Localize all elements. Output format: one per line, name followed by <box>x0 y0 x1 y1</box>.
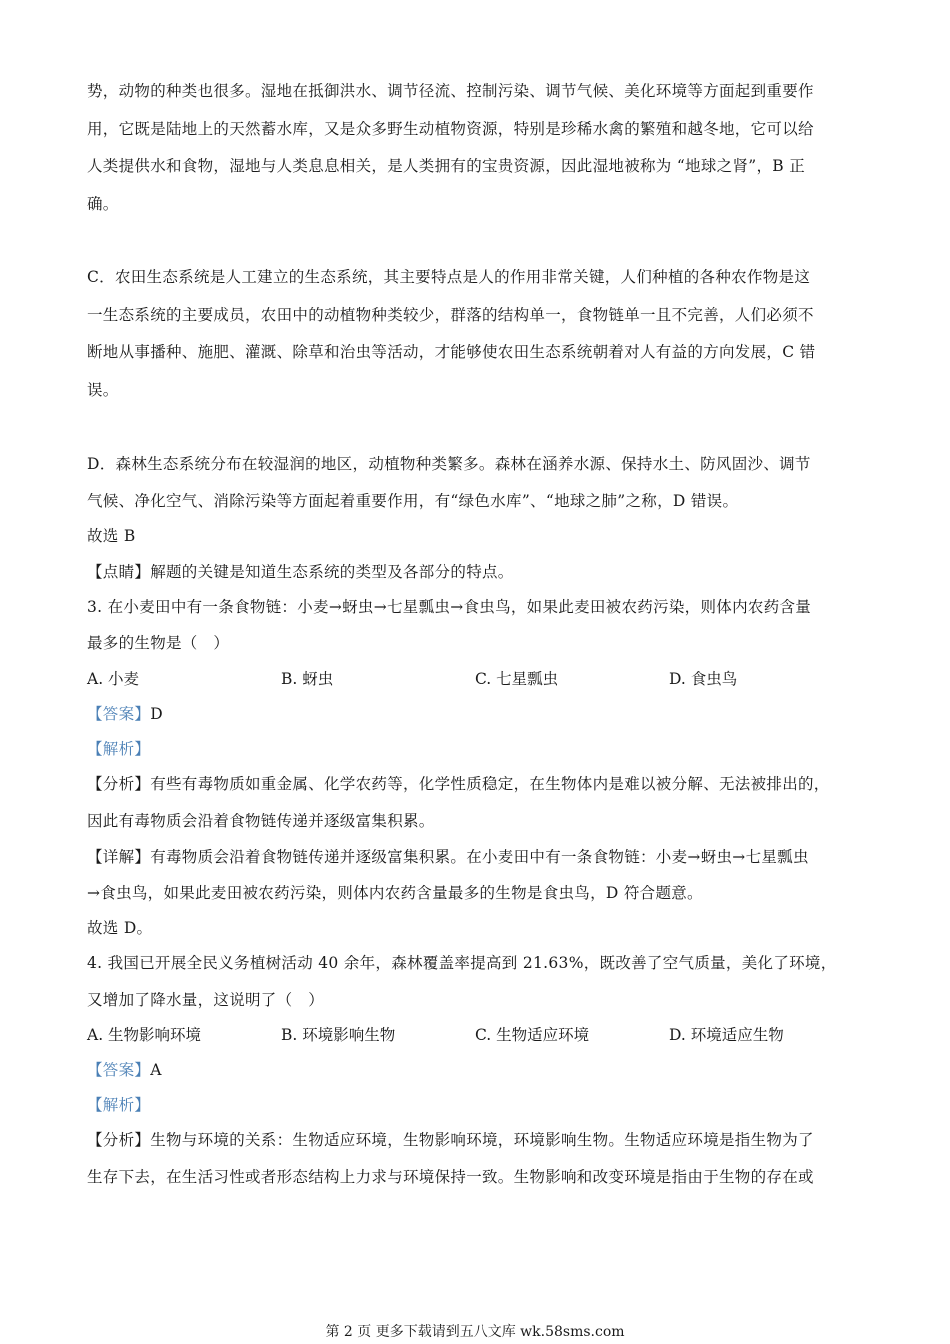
dianjing-line: 【点睛】解题的关键是知道生态系统的类型及各部分的特点。 <box>87 563 514 581</box>
detail-text: 【详解】有毒物质会沿着食物链传递并逐级富集积累。在小麦田中有一条食物链：小麦→蚜虫→七星瓢虫 <box>87 848 809 866</box>
question-4-option-a: A. 生物影响环境 <box>87 1026 202 1044</box>
analysis-text: 【分析】生物与环境的关系：生物适应环境，生物影响环境，环境影响生物。生物适应环境是指生物为了 <box>87 1131 814 1149</box>
question-3-stem: 3. 在小麦田中有一条食物链：小麦→蚜虫→七星瓢虫→食虫鸟，如果此麦田被农药污染，则体内农药含量 <box>87 598 812 616</box>
answer-value: D <box>150 705 163 723</box>
text-line: 一生态系统的主要成员，农田中的动植物种类较少，群落的结构单一，食物链单一且不完善，人们必须不 <box>87 306 814 324</box>
question-3-option-c: C. 七星瓢虫 <box>475 670 559 688</box>
analysis-text: 因此有毒物质会沿着食物链传递并逐级富集积累。 <box>87 812 435 830</box>
question-3-stem: 最多的生物是（ ） <box>87 634 230 652</box>
answer-line <box>87 703 867 725</box>
question-3-option-a: A. 小麦 <box>87 670 140 688</box>
analysis-label: 【解析】 <box>87 740 151 758</box>
text-line: D．森林生态系统分布在较湿润的地区，动植物种类繁多。森林在涵养水源、保持水土、防风固沙、调节 <box>87 455 811 473</box>
answer-line <box>87 1059 867 1081</box>
text-line: 确。 <box>87 195 119 213</box>
answer-label: 【答案】 <box>87 705 151 723</box>
page-footer: 第 2 页 更多下载请到五八文库 wk.58sms.com <box>325 1324 625 1340</box>
analysis-text: 生存下去，在生活习性或者形态结构上力求与环境保持一致。生物影响和改变环境是指由于生物的存在或 <box>87 1168 814 1186</box>
text-line: 断地从事播种、施肥、灌溉、除草和治虫等活动，才能够使农田生态系统朝着对人有益的方向发展，C 错 <box>87 343 816 361</box>
question-4-option-c: C. 生物适应环境 <box>475 1026 590 1044</box>
question-4-option-b: B. 环境影响生物 <box>281 1026 396 1044</box>
choose-line: 故选 D。 <box>87 919 153 937</box>
question-3-option-d: D. 食虫鸟 <box>669 670 738 688</box>
choose-line: 故选 B <box>87 527 136 545</box>
text-line: 人类提供水和食物，湿地与人类息息相关，是人类拥有的宝贵资源，因此湿地被称为 “地球之肾”，B 正 <box>87 157 805 175</box>
answer-value: A <box>150 1061 162 1079</box>
question-3-option-b: B. 蚜虫 <box>281 670 334 688</box>
text-line: 用，它既是陆地上的天然蓄水库，又是众多野生动植物资源，特别是珍稀水禽的繁殖和越冬地，它可以给 <box>87 120 814 138</box>
text-line: 气候、净化空气、消除污染等方面起着重要作用，有“绿色水库”、“地球之肺”之称，D 错误。 <box>87 492 739 510</box>
analysis-label: 【解析】 <box>87 1096 151 1114</box>
analysis-text: 【分析】有些有毒物质如重金属、化学农药等，化学性质稳定，在生物体内是难以被分解、无法被排出的， <box>87 775 830 793</box>
text-line: 势，动物的种类也很多。湿地在抵御洪水、调节径流、控制污染、调节气候、美化环境等方面起到重要作 <box>87 82 814 100</box>
question-4-stem: 4. 我国已开展全民义务植树活动 40 余年，森林覆盖率提高到 21.63%，既改善了空气质量，美化了环境， <box>87 954 837 972</box>
detail-text: →食虫鸟，如果此麦田被农药污染，则体内农药含量最多的生物是食虫鸟，D 符合题意。 <box>87 884 703 902</box>
question-4-option-d: D. 环境适应生物 <box>669 1026 784 1044</box>
answer-label: 【答案】 <box>87 1061 151 1079</box>
question-4-stem: 又增加了降水量，这说明了（ ） <box>87 991 325 1009</box>
text-line: C．农田生态系统是人工建立的生态系统，其主要特点是人的作用非常关键，人们种植的各种农作物是这 <box>87 268 811 286</box>
text-line: 误。 <box>87 381 119 399</box>
